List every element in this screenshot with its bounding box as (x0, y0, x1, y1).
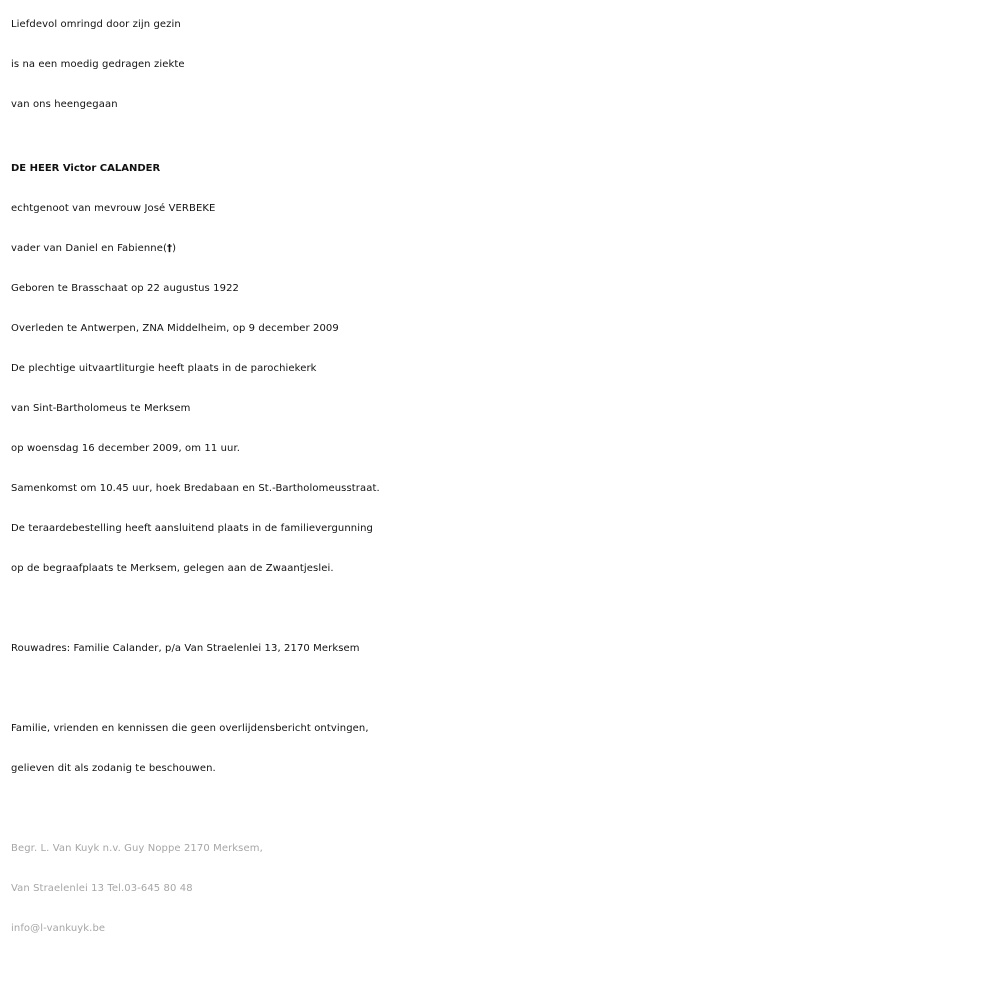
detail-line: van Sint-Bartholomeus te Merksem (11, 403, 191, 414)
detail-line: op woensdag 16 december 2009, om 11 uur. (11, 443, 241, 454)
deceased-name: DE HEER Victor CALANDER (11, 163, 161, 174)
spouse-line: echtgenoot van mevrouw José VERBEKE (11, 203, 216, 214)
intro-section (11, 5, 991, 125)
undertaker-line: Van Straelenlei 13 Tel.03-645 80 48 (11, 883, 193, 894)
intro-line: van ons heengegaan (11, 99, 118, 110)
undertaker-section (11, 829, 991, 949)
spacer (11, 669, 991, 709)
mourning-address: Rouwadres: Familie Calander, p/a Van Straelenlei 13, 2170 Merksem (11, 643, 360, 654)
detail-line: De teraardebestelling heeft aansluitend plaats in de familievergunning (11, 523, 373, 534)
intro-line: is na een moedig gedragen ziekte (11, 59, 185, 70)
detail-line: Geboren te Brasschaat op 22 augustus 1922 (11, 283, 239, 294)
detail-line: op de begraafplaats te Merksem, gelegen aan de Zwaantjeslei. (11, 563, 334, 574)
detail-line: Samenkomst om 10.45 uur, hoek Bredabaan en St.-Bartholomeusstraat. (11, 483, 380, 494)
cross-icon: † (167, 243, 173, 254)
spacer (11, 589, 991, 629)
children-close: ) (172, 243, 177, 254)
spacer (11, 789, 991, 829)
notice-line: gelieven dit als zodanig te beschouwen. (11, 763, 216, 774)
undertaker-email: info@l-vankuyk.be (11, 923, 106, 934)
detail-line: De plechtige uitvaartliturgie heeft plaats in de parochiekerk (11, 363, 317, 374)
children-text: vader van Daniel en Fabienne( (11, 243, 167, 254)
undertaker-line: Begr. L. Van Kuyk n.v. Guy Noppe 2170 Merksem, (11, 843, 263, 854)
detail-line: Overleden te Antwerpen, ZNA Middelheim, op 9 december 2009 (11, 323, 339, 334)
children-line (11, 229, 991, 269)
notice-section (11, 709, 991, 789)
death-notice (11, 5, 991, 949)
intro-line: Liefdevol omringd door zijn gezin (11, 19, 181, 30)
family-section (11, 189, 991, 269)
details-section (11, 269, 991, 589)
notice-line: Familie, vrienden en kennissen die geen overlijdensbericht ontvingen, (11, 723, 369, 734)
